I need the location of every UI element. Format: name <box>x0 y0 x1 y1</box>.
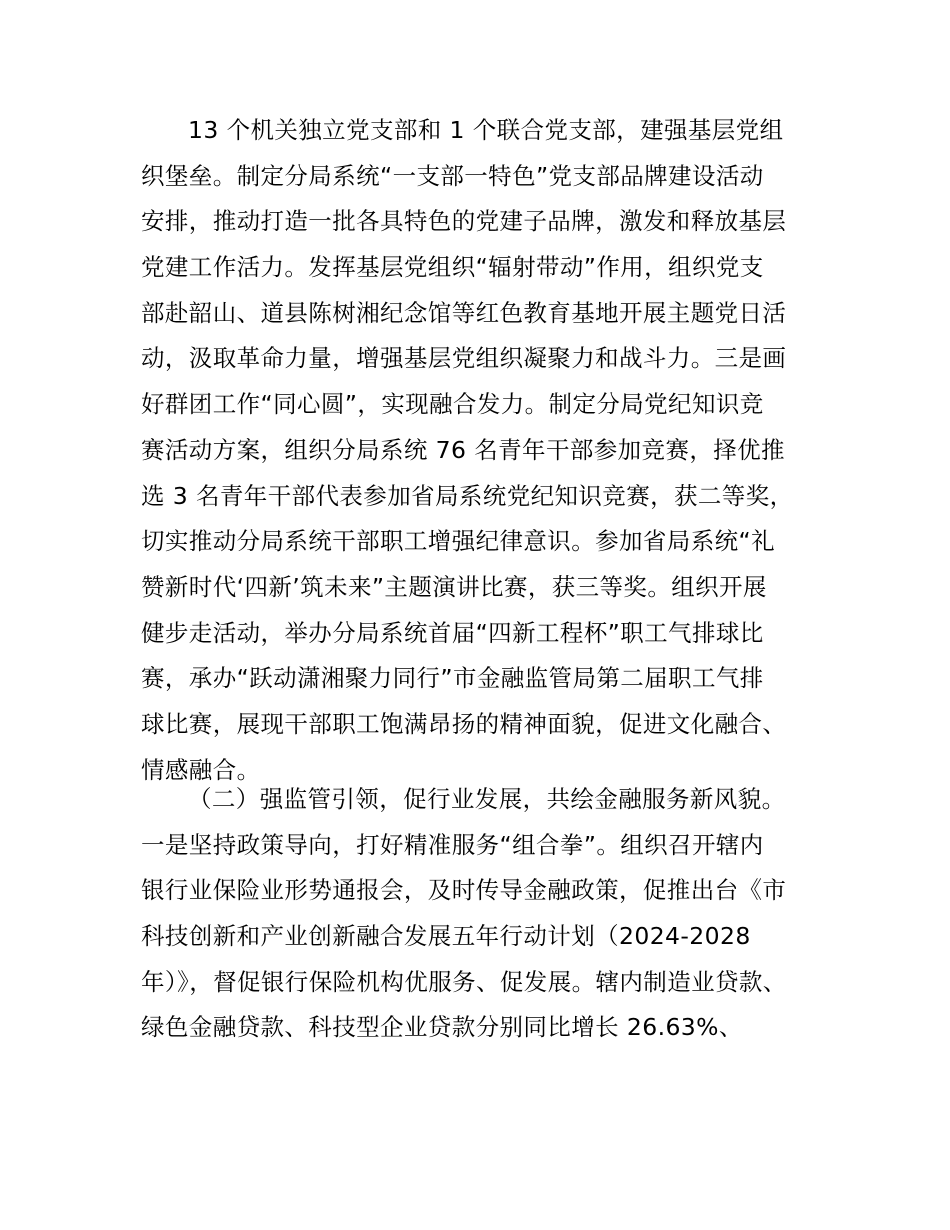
text-line: 党建工作活力。发挥基层党组织“辐射带动”作用，组织党支 <box>141 253 764 282</box>
text-line: 部赴韶山、道县陈树湘纪念馆等红色教育基地开展主题党日活 <box>141 298 787 327</box>
text-line: 科技创新和产业创新融合发展五年行动计划（2024-2028 <box>141 922 751 951</box>
text-line: 球比赛，展现干部职工饱满昂扬的精神面貌，促进文化融合、 <box>141 709 787 738</box>
text-line: 织堡垒。制定分局系统“一支部一特色”党支部品牌建设活动 <box>141 161 764 190</box>
text-line: 一是坚持政策导向，打好精准服务“组合拳”。组织召开辖内 <box>141 830 764 859</box>
text-line: 绿色金融贷款、科技型企业贷款分别同比增长 26.63%、 <box>141 1013 743 1042</box>
text-line: 健步走活动，举办分局系统首届“四新工程杯”职工气排球比 <box>141 618 764 647</box>
paragraph-2 <box>141 777 841 1051</box>
text-line: 赛活动方案，组织分局系统 76 名青年干部参加竞赛，择优推 <box>141 435 785 464</box>
text-line: 赞新时代‘四新’筑未来”主题演讲比赛，获三等奖。组织开展 <box>141 572 767 601</box>
text-line: 赛，承办“跃动潇湘聚力同行”市金融监管局第二届职工气排 <box>141 664 764 693</box>
section-heading-line: （二）强监管引领，促行业发展，共绘金融服务新风貌。 <box>188 785 786 813</box>
text-line: 切实推动分局系统干部职工增强纪律意识。参加省局系统“礼 <box>141 527 775 556</box>
text-line: 银行业保险业形势通报会，及时传导金融政策，促推出台《市 <box>141 876 787 905</box>
text-line: 情感融合。 <box>141 755 261 784</box>
paragraph-1 <box>141 108 841 793</box>
text-line: 13 个机关独立党支部和 1 个联合党支部，建强基层党组 <box>188 116 784 144</box>
text-line: 安排，推动打造一批各具特色的党建子品牌，激发和释放基层 <box>141 207 787 236</box>
text-line: 动，汲取革命力量，增强基层党组织凝聚力和战斗力。三是画 <box>141 344 787 373</box>
text-line: 年）》，督促银行保险机构优服务、促发展。辖内制造业贷款、 <box>141 967 787 996</box>
text-line: 选 3 名青年干部代表参加省局系统党纪知识竞赛，获二等奖， <box>141 481 794 510</box>
text-line: 好群团工作“同心圆”，实现融合发力。制定分局党纪知识竞 <box>141 390 764 419</box>
